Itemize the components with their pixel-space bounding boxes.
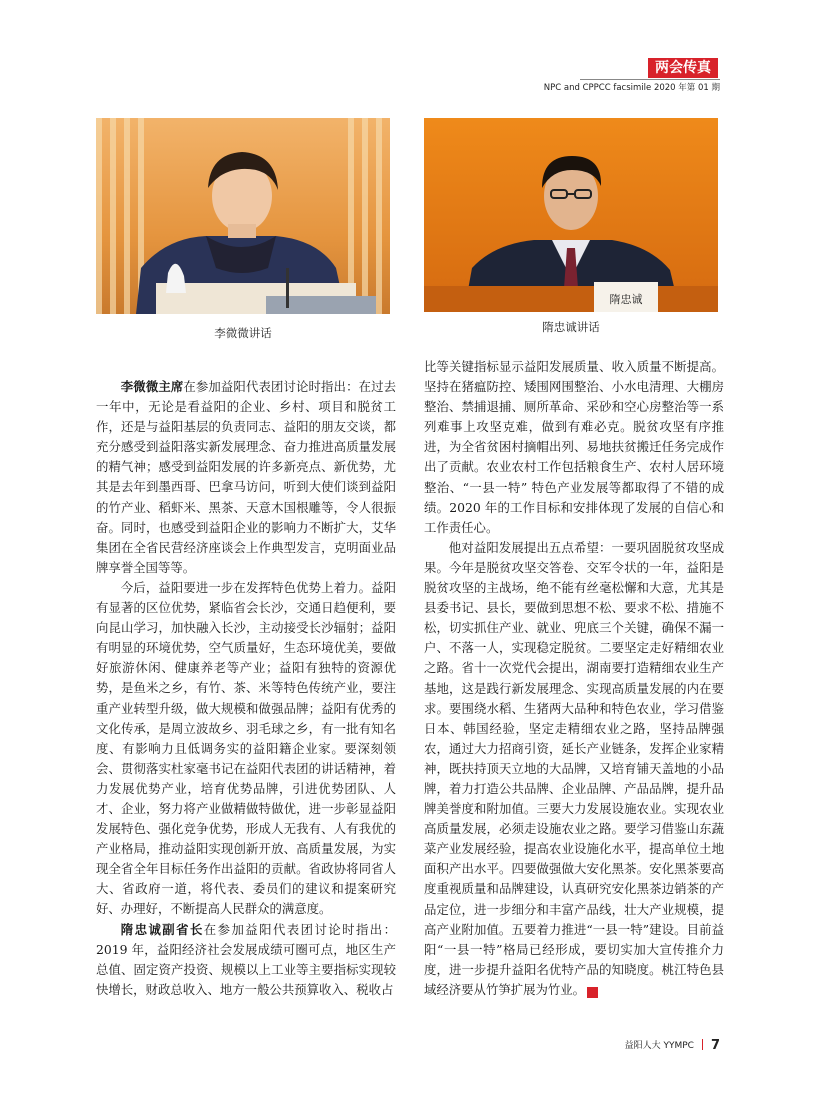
photo-li-weiwei-image xyxy=(96,118,390,314)
speaker-sui-zhongcheng: 隋忠诚副省长 xyxy=(120,921,204,937)
photo-sui-zhongcheng xyxy=(424,118,718,312)
paragraph-4 xyxy=(424,538,724,1000)
nameplate-text: 隋忠诚 xyxy=(609,293,643,306)
page-footer xyxy=(625,1038,720,1053)
footer-label: 益阳人大 YYMPC xyxy=(624,1041,694,1051)
page-number: 7 xyxy=(710,1038,720,1053)
article-column-right xyxy=(424,357,724,1000)
paragraph-2: 今后，益阳要进一步在发挥特色优势上着力。益阳有显著的区位优势，紧临省会长沙，交通日趋便利，要向昆山学习，加快融入长沙，主动接受长沙辐射；益阳有明显的环境优势，空气质量好，生态环境优美，要做好旅游休闲、健康养老等产业；益阳有独特的资源优势，是鱼米之乡，有竹、茶、米等特色传统产业，要注重产业转型升级，做大规模和做强品牌；益阳有优秀的文化传承，是周立波故乡、羽毛球之乡，有一批有知名度、有影响力且低调务实的益阳籍企业家。要深刻领会、贯彻落实杜家毫书记在益阳代表团的讲话精神，着力发展优势产业，培育优势品牌，引进优势团队、人才、企业，努力将产业做精做特做优，进一步彰显益阳发展特色、强化竞争优势，形成人无我有、人有我优的产业格局，推动益阳实现创新开放、高质量发展，为实现全省全年目标任务作出益阳的贡献。省政协将同省人大、省政府一道，将代表、委员们的建议和提案研究好、办理好，不断提高人民群众的满意度。 xyxy=(96,579,396,917)
left-photo-caption: 李微微讲话 xyxy=(214,326,272,340)
end-mark-icon: 文 xyxy=(587,987,598,998)
photo-sui-zhongcheng-image xyxy=(424,118,718,312)
paragraph-1 xyxy=(96,377,396,578)
paragraph-1-text: 在参加益阳代表团讨论时指出：在过去一年中，无论是看益阳的企业、乡村、项目和脱贫工作，还是与益阳基层的负责同志、益阳的朋友交谈，都充分感受到益阳落实新发展理念、奋力推进高质量发展的精气神；感受到益阳发展的许多新亮点、新优势，尤其是去年到墨西哥、巴拿马访问，听到大使们谈到益阳的竹产业、稻虾米、黑茶、天意木国根雕等，令人很振奋。同时，也感受到益阳企业的影响力不断扩大，艾华集团在全省民营经济座谈会上作典型发言，克明面业品牌享誉全国等等。 xyxy=(96,379,397,575)
photo-li-weiwei xyxy=(96,118,390,314)
paragraph-4-text: 他对益阳发展提出五点希望：一要巩固脱贫攻坚成果。今年是脱贫攻坚交答卷、交军令状的一年，益阳是脱贫攻坚的主战场，绝不能有丝毫松懈和大意，尤其是县委书记、县长，要做到思想不松、要求不松、措施不松，切实抓住产业、就业、兜底三个关键，确保不漏一户、不落一人，实现稳定脱贫。二要坚定走好精细农业之路。省十一次党代会提出，湖南要打造精细农业生产基地，这是践行新发展理念、实现高质量发展的内在要求。要围绕水稻、生猪两大品种和特色农业，学习借鉴日本、韩国经验，坚定走精细农业之路，坚持品牌强农，通过大力招商引资，延长产业链条，发挥企业家精神，既扶持顶天立地的大品牌，又培育铺天盖地的小品牌，着力打造公共品牌、企业品牌、产品品牌，提升品牌美誉度和附加值。三要大力发展设施农业。实现农业高质量发展，必须走设施农业之路。要学习借鉴山东蔬菜产业发展经验，提高农业设施化水平，提高单位土地面积产出水平。四要做强做大安化黑茶。安化黑茶要高度重视质量和品牌建设，认真研究安化黑茶边销茶的产品定位，进一步细分和丰富产品线，壮大产业规模，提高产业附加值。五要着力推进“一县一特”建设。目前益阳“一县一特”格局已经形成，要切实加大宣传推介力度，进一步提升益阳名优特产品的知晓度。桃江特色县域经济要从竹笋扩展为竹业。 xyxy=(424,539,724,997)
footer-divider xyxy=(702,1039,703,1050)
issue-subtitle: NPC and CPPCC facsimile 2020 年第 01 期 xyxy=(543,83,720,93)
paragraph-3-text: 在参加益阳代表团讨论时指出：2019 年，益阳经济社会发展成绩可圈可点，地区生产总值、固定资产投资、规模以上工业等主要指标实现较快增长，财政总收入、地方一般公共预算收入、税收占 xyxy=(96,921,397,997)
speaker-li-weiwei: 李微微主席 xyxy=(120,379,184,394)
section-tag: 两会传真 xyxy=(648,58,718,78)
header-rule xyxy=(580,79,720,80)
paragraph-3-continued: 比等关键指标显示益阳发展质量、收入质量不断提高。坚持在猪瘟防控、矮围网围整治、小水电清理、大棚房整治、禁捕退捕、厕所革命、采砂和空心房整治等一系列难事上攻坚克难，做到有难必克。脱贫攻坚有序推进，为全省贫困村摘帽出列、易地扶贫搬迁任务完成作出了贡献。农业农村工作包括粮食生产、农村人居环境整治、“一县一特” 特色产业发展等都取得了不错的成绩。2020 年的工作目标和安排体现了发展的自信心和工作责任心。 xyxy=(424,359,724,535)
article-column-left xyxy=(96,377,396,1000)
paragraph-3 xyxy=(96,920,396,1000)
right-photo-caption: 隋忠诚讲话 xyxy=(542,320,600,334)
